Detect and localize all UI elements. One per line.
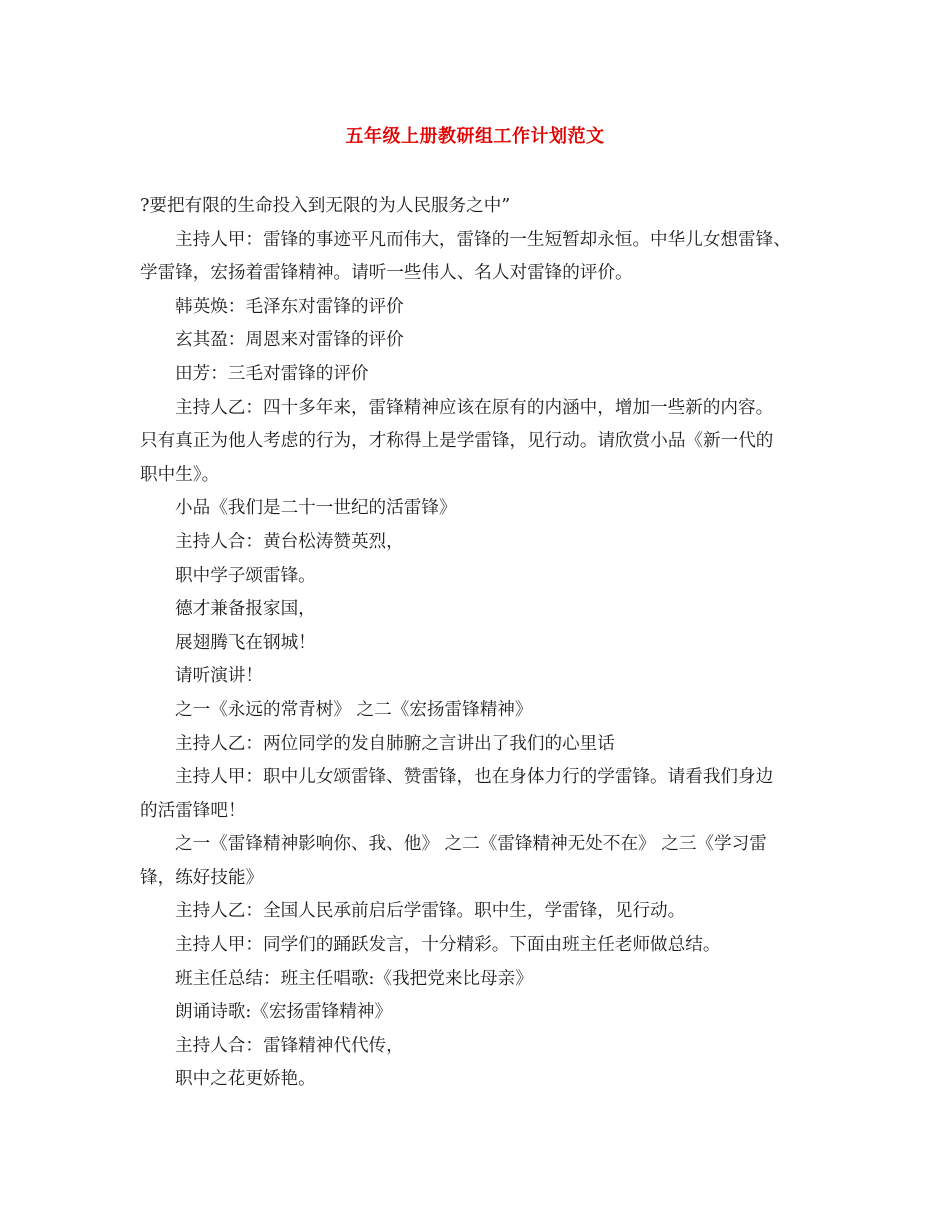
- text-line: 德才兼备报家国，: [175, 599, 316, 620]
- text-line: 朗诵诗歌:《宏扬雷锋精神》: [175, 1002, 393, 1023]
- text-line: 请听演讲！: [175, 666, 263, 687]
- text-line: 锋，练好技能》: [140, 867, 264, 888]
- text-line: 小品《我们是二十一世纪的活雷锋》: [175, 498, 457, 519]
- text-line: 学雷锋，宏扬着雷锋精神。请听一些伟人、名人对雷锋的评价。: [140, 263, 633, 284]
- text-line: ?要把有限的生命投入到无限的为人民服务之中”: [140, 196, 511, 216]
- text-line: 班主任总结：班主任唱歌:《我把党来比母亲》: [175, 968, 533, 989]
- text-line: 职中学子颂雷锋。: [175, 565, 316, 586]
- text-line: 主持人乙：全国人民承前启后学雷锋。职中生，学雷锋，见行动。: [175, 901, 686, 922]
- text-line: 的活雷锋吧！: [140, 800, 246, 821]
- text-line: 主持人合：黄台松涛赞英烈，: [175, 531, 404, 552]
- text-line: 主持人乙：四十多年来，雷锋精神应该在原有的内涵中，增加一些新的内容。: [175, 397, 774, 418]
- text-line: 主持人合：雷锋精神代代传，: [175, 1035, 404, 1056]
- document-title: 五年级上册教研组工作计划范文: [345, 126, 605, 147]
- text-line: 职中之花更娇艳。: [175, 1069, 316, 1090]
- text-line: 职中生》。: [140, 464, 220, 485]
- text-line: 主持人甲：雷锋的事迹平凡而伟大，雷锋的一生短暂却永恒。中华儿女想雷锋、: [175, 229, 791, 250]
- text-line: 之一《雷锋精神影响你、我、他》 之二《雷锋精神无处不在》 之三《学习雷: [175, 834, 767, 855]
- text-line: 主持人甲：同学们的踊跃发言，十分精彩。下面由班主任老师做总结。: [175, 935, 721, 956]
- document-body: [140, 190, 820, 1097]
- text-line: 韩英焕：毛泽东对雷锋的评价: [175, 296, 404, 317]
- text-line: 展翅腾飞在钢城！: [175, 632, 316, 653]
- text-line: 主持人乙：两位同学的发自肺腑之言讲出了我们的心里话: [175, 733, 615, 754]
- text-line: 主持人甲：职中儿女颂雷锋、赞雷锋，也在身体力行的学雷锋。请看我们身边: [175, 767, 774, 788]
- text-line: 田芳：三毛对雷锋的评价: [175, 363, 369, 384]
- text-line: 只有真正为他人考虑的行为，才称得上是学雷锋，见行动。请欣赏小品《新一代的: [140, 431, 774, 452]
- text-line: 之一《永远的常青树》 之二《宏扬雷锋精神》: [175, 699, 533, 720]
- text-line: 玄其盈：周恩来对雷锋的评价: [175, 330, 404, 351]
